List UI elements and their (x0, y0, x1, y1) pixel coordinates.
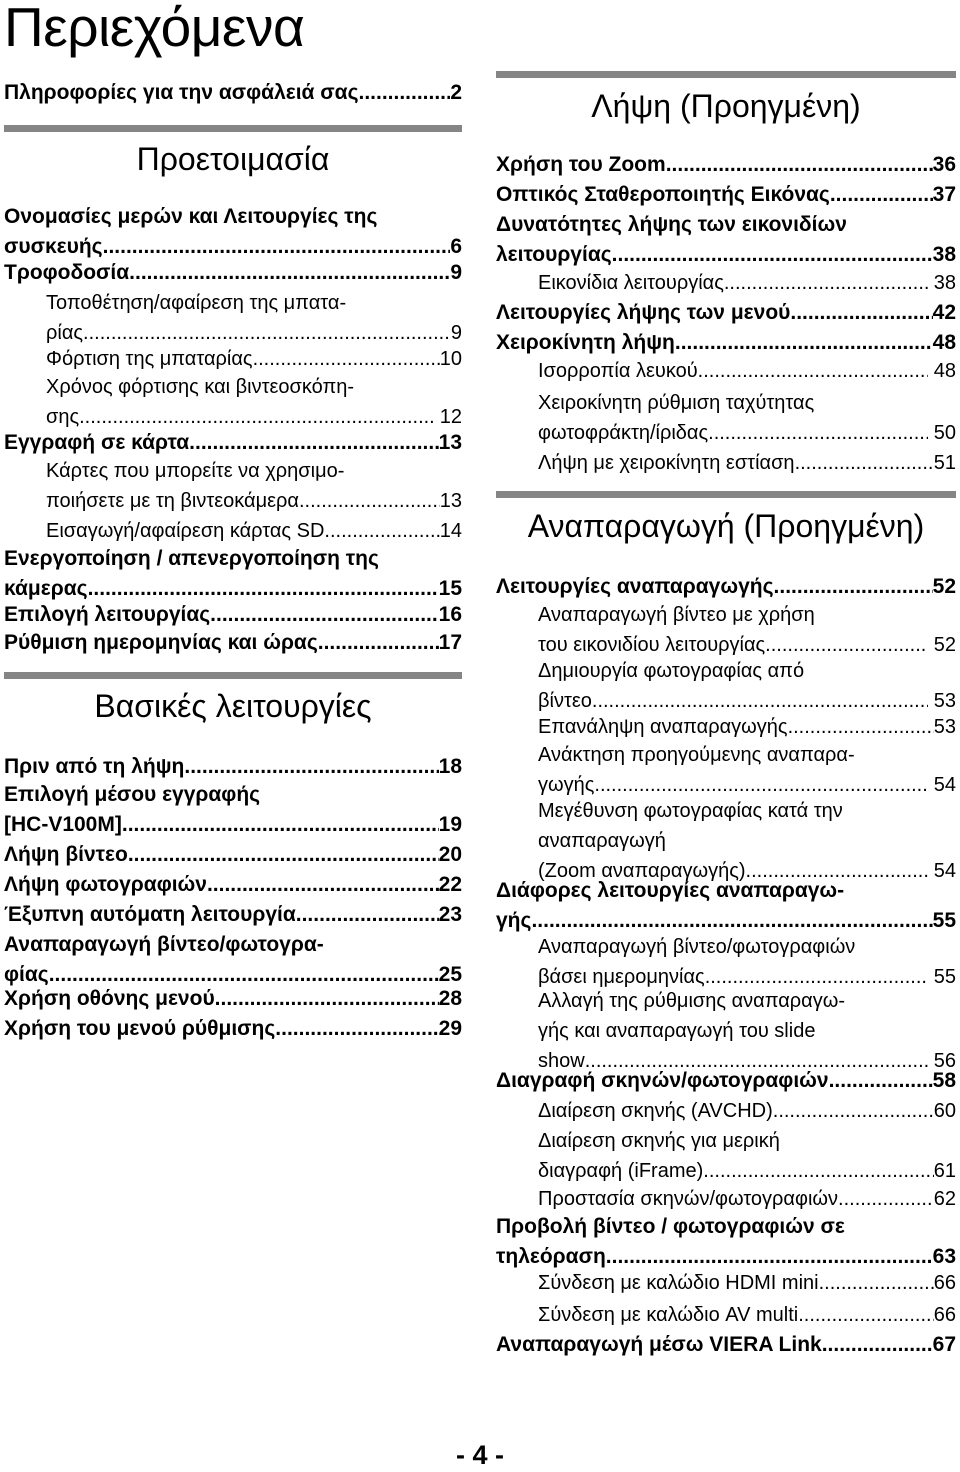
toc-entry-line (496, 1096, 956, 1126)
toc-entry-text: βίντεο (538, 690, 592, 712)
toc-entry-line (4, 600, 462, 630)
toc-page-number[interactable]: 36 (932, 153, 956, 176)
toc-entry-text: Προστασία σκηνών/φωτογραφιών (538, 1188, 839, 1210)
toc-subentry[interactable] (4, 372, 462, 432)
toc-page-number[interactable]: 16 (438, 603, 462, 626)
toc-subentry[interactable] (4, 516, 462, 546)
toc-leader-dots (788, 712, 934, 742)
toc-leader-dots (790, 298, 932, 328)
toc-page-number[interactable]: 13 (439, 490, 462, 512)
toc-subentry[interactable] (496, 932, 956, 992)
toc-entry-line (496, 1156, 956, 1186)
toc-page-number[interactable]: 55 (932, 909, 956, 932)
toc-entry-line (496, 1330, 956, 1360)
toc-entry-text: Εικονίδια λειτουργίας (538, 272, 724, 294)
toc-entry[interactable] (496, 1212, 956, 1272)
toc-entry-line (4, 202, 462, 232)
toc-entry-line (4, 810, 462, 840)
toc-page-number[interactable]: 63 (932, 1245, 956, 1268)
toc-entry-text: τηλεόραση (496, 1245, 606, 1268)
toc-entry-line (496, 826, 956, 856)
toc-entry-line (496, 240, 956, 270)
toc-leader-dots (210, 600, 438, 630)
toc-entry-line (496, 298, 956, 328)
toc-entry-text: του εικονιδίου λειτουργίας (538, 634, 766, 656)
toc-entry-line (4, 516, 462, 546)
toc-page-number[interactable]: 55 (933, 966, 956, 988)
toc-subentry[interactable] (496, 388, 956, 448)
section-heading-recording-advanced: Λήψη (Προηγμένη) (591, 88, 861, 124)
toc-entry-line (496, 268, 956, 298)
toc-leader-dots (703, 1156, 933, 1186)
section-heading-playback-advanced: Αναπαραγωγή (Προηγμένη) (527, 508, 925, 544)
toc-entry-line (496, 656, 956, 686)
toc-entry-line (4, 840, 462, 870)
toc-entry[interactable] (4, 202, 462, 262)
toc-entry-text: συσκευής (4, 235, 103, 258)
toc-entry-text: Εγγραφή σε κάρτα (4, 431, 190, 454)
toc-entry-text: Λήψη βίντεο (4, 843, 128, 866)
toc-entry-line (496, 210, 956, 240)
toc-entry-text: Διαίρεση σκηνής (AVCHD) (538, 1100, 773, 1122)
toc-entry-text: Λήψη με χειροκίνητη εστίαση (538, 452, 795, 474)
toc-entry-text: Χειροκίνητη λήψη (496, 331, 675, 354)
toc-entry-text: Αλλαγή της ρύθμισης αναπαραγω- (538, 990, 845, 1012)
toc-page-number[interactable]: 61 (933, 1160, 956, 1182)
section-rule (496, 491, 956, 498)
toc-entry-line (496, 328, 956, 358)
toc-page-number[interactable]: 52 (933, 634, 956, 656)
toc-entry-line (4, 870, 462, 900)
toc-entry[interactable] (4, 428, 462, 458)
toc-page-number[interactable]: 9 (450, 322, 462, 344)
toc-page-number[interactable]: 10 (439, 348, 462, 370)
toc-entry[interactable] (496, 298, 956, 328)
toc-entry-text: ρίας (46, 322, 84, 344)
toc-leader-dots (838, 1184, 934, 1214)
toc-entry-text: Διαίρεση σκηνής για μερική (538, 1130, 780, 1152)
toc-entry-text: Τροφοδοσία (4, 261, 130, 284)
toc-page-number[interactable]: 25 (438, 963, 462, 986)
toc-page-number[interactable]: 6 (450, 235, 462, 258)
toc-entry-text: Ανάκτηση προηγούμενης αναπαρα- (538, 744, 855, 766)
toc-entry-text: γωγής (538, 774, 595, 796)
toc-entry-text: βάσει ημερομηνίας (538, 966, 705, 988)
toc-entry-text: Ισορροπία λευκού (538, 360, 698, 382)
toc-leader-dots (773, 1096, 934, 1126)
toc-subentry[interactable] (496, 1126, 956, 1186)
toc-entry[interactable] (496, 210, 956, 270)
toc-subentry[interactable] (496, 986, 956, 1076)
toc-leader-dots (829, 1066, 933, 1096)
toc-page-number[interactable]: 2 (450, 81, 462, 104)
toc-entry-text: Σύνδεση με καλώδιο HDMI mini (538, 1272, 819, 1294)
toc-entry-text: Επιλογή μέσου εγγραφής (4, 783, 261, 806)
toc-entry-text: Ονομασίες μερών και Λειτουργίες της (4, 205, 378, 228)
toc-entry[interactable] (496, 328, 956, 358)
toc-leader-dots (253, 344, 440, 374)
toc-entry-line (4, 984, 462, 1014)
toc-entry-text: Εισαγωγή/αφαίρεση κάρτας SD (46, 520, 325, 542)
toc-entry-text: Πληροφορίες για την ασφάλειά σας (4, 81, 359, 104)
toc-entry-text: Ενεργοποίηση / απενεργοποίηση της (4, 547, 379, 570)
toc-entry[interactable] (4, 78, 462, 108)
toc-leader-dots (184, 752, 438, 782)
toc-entry-line (496, 150, 956, 180)
toc-entry[interactable] (4, 840, 462, 870)
toc-page-number[interactable]: 20 (438, 843, 462, 866)
toc-entry-line (4, 428, 462, 458)
toc-entry-line (4, 628, 462, 658)
toc-entry-text: Διάφορες λειτουργίες αναπαραγω- (496, 879, 845, 902)
toc-page-number[interactable]: 13 (438, 431, 462, 454)
toc-entry-line (4, 930, 462, 960)
toc-entry-text: φωτοφράκτη/ίριδας (538, 422, 709, 444)
toc-subentry[interactable] (496, 1096, 956, 1126)
toc-entry-line (496, 796, 956, 826)
toc-entry-text: σης (46, 406, 80, 428)
toc-page-number[interactable]: 22 (438, 873, 462, 896)
toc-leader-dots (798, 1300, 934, 1330)
toc-entry-line (4, 900, 462, 930)
section-rule (4, 125, 462, 132)
toc-leader-dots (830, 180, 933, 210)
toc-entry[interactable] (4, 930, 462, 990)
toc-entry-line (4, 456, 462, 486)
toc-subentry[interactable] (496, 1184, 956, 1214)
toc-entry-text: Φόρτιση της μπαταρίας (46, 348, 253, 370)
toc-page-number[interactable]: 17 (438, 631, 462, 654)
toc-entry[interactable] (4, 600, 462, 630)
toc-subentry[interactable] (496, 356, 956, 386)
toc-entry-text: φίας (4, 963, 49, 986)
toc-entry-text: Αναπαραγωγή βίντεο/φωτογρα- (4, 933, 324, 956)
toc-leader-dots (324, 516, 439, 546)
toc-leader-dots (675, 328, 933, 358)
toc-page-number[interactable]: 51 (933, 452, 956, 474)
toc-leader-dots (822, 1330, 933, 1360)
toc-entry-line (4, 544, 462, 574)
toc-entry[interactable] (4, 752, 462, 782)
toc-page-number[interactable]: 53 (933, 690, 956, 712)
toc-entry[interactable] (4, 628, 462, 658)
toc-entry-line (496, 1212, 956, 1242)
toc-entry-text: Χρόνος φόρτισης και βιντεοσκόπη- (46, 376, 355, 398)
toc-entry-text: Δυνατότητες λήψης των εικονιδίων (496, 213, 847, 236)
toc-entry-line (496, 572, 956, 602)
toc-subentry[interactable] (4, 344, 462, 374)
toc-page-number[interactable]: 53 (933, 716, 956, 738)
toc-page-number[interactable]: 50 (933, 422, 956, 444)
toc-entry-line (4, 344, 462, 374)
toc-subentry[interactable] (496, 712, 956, 742)
toc-entry-text: Χρήση του Zoom (496, 153, 666, 176)
toc-leader-dots (296, 900, 439, 930)
toc-entry-text: show (538, 1050, 585, 1072)
toc-entry-text: Ρύθμιση ημερομηνίας και ώρας (4, 631, 318, 654)
toc-page-number[interactable]: 48 (932, 331, 956, 354)
toc-leader-dots (774, 572, 933, 602)
page-number: - 4 - (455, 1440, 504, 1470)
toc-entry-text: αναπαραγωγή (538, 830, 666, 852)
toc-entry-text: γής (496, 909, 532, 932)
toc-entry-text: Κάρτες που μπορείτε να χρησιμο- (46, 460, 345, 482)
toc-subentry[interactable] (496, 600, 956, 660)
toc-entry-line (496, 986, 956, 1016)
toc-entry[interactable] (4, 870, 462, 900)
toc-entry-line (4, 752, 462, 782)
toc-entry-line (4, 1014, 462, 1044)
toc-entry-line (4, 486, 462, 516)
toc-subentry[interactable] (496, 656, 956, 716)
toc-entry-line (4, 258, 462, 288)
toc-entry-text: διαγραφή (iFrame) (538, 1160, 704, 1182)
toc-page-number[interactable]: 66 (933, 1304, 956, 1326)
toc-entry-text: Έξυπνη αυτόματη λειτουργία (4, 903, 296, 926)
section-heading-basic: Βασικές λειτουργίες (94, 688, 372, 724)
toc-entry-line (496, 388, 956, 418)
toc-entry-line (496, 1184, 956, 1214)
toc-page-number[interactable]: 38 (933, 272, 956, 294)
toc-leader-dots (318, 628, 439, 658)
toc-leader-dots (122, 810, 439, 840)
toc-subentry[interactable] (496, 796, 956, 886)
toc-entry-text: Αναπαραγωγή μέσω VIERA Link (496, 1333, 822, 1356)
toc-page-number[interactable]: 29 (438, 1017, 462, 1040)
toc-entry-text: Χρήση οθόνης μενού (4, 987, 215, 1010)
toc-subentry[interactable] (496, 740, 956, 800)
toc-entry-line (496, 1268, 956, 1298)
toc-entry-text: Λειτουργίες αναπαραγωγής (496, 575, 774, 598)
toc-entry-text: Διαγραφή σκηνών/φωτογραφιών (496, 1069, 829, 1092)
toc-leader-dots (666, 150, 933, 180)
toc-entry-text: Οπτικός Σταθεροποιητής Εικόνας (496, 183, 830, 206)
toc-entry-text: Αναπαραγωγή βίντεο/φωτογραφιών (538, 936, 856, 958)
toc-leader-dots (189, 428, 438, 458)
toc-page-number[interactable]: 52 (932, 575, 956, 598)
toc-entry-line (496, 1066, 956, 1096)
toc-entry-text: (Zoom αναπαραγωγής) (538, 860, 746, 882)
toc-entry-line (496, 180, 956, 210)
toc-entry[interactable] (4, 780, 462, 840)
toc-entry-line (496, 1300, 956, 1330)
toc-page-number[interactable]: 28 (438, 987, 462, 1010)
toc-page-number[interactable]: 15 (438, 577, 462, 600)
toc-entry-text: Επιλογή λειτουργίας (4, 603, 211, 626)
toc-entry-line (496, 876, 956, 906)
toc-page-number[interactable]: 18 (438, 755, 462, 778)
toc-entry[interactable] (4, 544, 462, 604)
toc-entry-line (4, 288, 462, 318)
toc-entry-text: Μεγέθυνση φωτογραφίας κατά την (538, 800, 843, 822)
toc-page-number[interactable]: 38 (932, 243, 956, 266)
toc-entry[interactable] (4, 984, 462, 1014)
toc-entry-text: Λήψη φωτογραφιών (4, 873, 207, 896)
toc-entry-line (496, 356, 956, 386)
toc-entry-text: Αναπαραγωγή βίντεο με χρήση (538, 604, 815, 626)
toc-page-number[interactable]: 42 (932, 301, 956, 324)
toc-entry-text: Προβολή βίντεο / φωτογραφιών σε (496, 1215, 845, 1238)
toc-page-number[interactable]: 67 (932, 1333, 956, 1356)
section-rule (4, 672, 462, 679)
page-title: Περιεχόμενα (4, 0, 305, 58)
toc-subentry[interactable] (4, 288, 462, 348)
toc-leader-dots (275, 1014, 438, 1044)
toc-leader-dots (299, 486, 440, 516)
toc-page-number[interactable]: 37 (932, 183, 956, 206)
toc-leader-dots (612, 240, 933, 270)
toc-entry-line (496, 418, 956, 448)
toc-entry-text: Σύνδεση με καλώδιο AV multi (538, 1304, 799, 1326)
toc-entry-line (4, 372, 462, 402)
toc-entry-line (496, 932, 956, 962)
toc-leader-dots (129, 258, 450, 288)
toc-entry[interactable] (4, 258, 462, 288)
toc-entry-text: Χρήση του μενού ρύθμισης (4, 1017, 276, 1040)
toc-leader-dots (359, 78, 451, 108)
toc-entry-text: Τοποθέτηση/αφαίρεση της μπατα- (46, 292, 347, 314)
toc-entry-line (496, 1126, 956, 1156)
toc-leader-dots (819, 1268, 934, 1298)
toc-entry-text: Δημιουργία φωτογραφίας από (538, 660, 805, 682)
toc-page-number[interactable]: 9 (450, 261, 462, 284)
toc-entry-text: Επανάληψη αναπαραγωγής (538, 716, 788, 738)
toc-page-number[interactable]: 66 (933, 1272, 956, 1294)
toc-page-number[interactable]: 48 (933, 360, 956, 382)
toc-entry[interactable] (496, 572, 956, 602)
toc-entry-line (4, 780, 462, 810)
toc-leader-dots (128, 840, 439, 870)
toc-page-number[interactable]: 23 (438, 903, 462, 926)
toc-leader-dots (215, 984, 439, 1014)
toc-leader-dots (708, 418, 928, 448)
toc-leader-dots (795, 448, 934, 478)
toc-page-number[interactable]: 14 (439, 520, 462, 542)
toc-entry-text: γής και αναπαραγωγή του slide (538, 1020, 816, 1042)
toc-entry[interactable] (496, 1066, 956, 1096)
section-heading-preparation: Προετοιμασία (136, 141, 330, 177)
toc-entry-line (496, 740, 956, 770)
toc-subentry[interactable] (496, 1268, 956, 1298)
toc-entry-text: Πριν από τη λήψη (4, 755, 185, 778)
section-rule (496, 71, 956, 78)
toc-page-number[interactable]: 60 (933, 1100, 956, 1122)
toc-subentry[interactable] (496, 1300, 956, 1330)
toc-entry[interactable] (496, 180, 956, 210)
toc-entry-text: Χειροκίνητη ρύθμιση ταχύτητας (538, 392, 815, 414)
toc-leader-dots (698, 356, 929, 386)
toc-leader-dots (207, 870, 439, 900)
toc-page-number[interactable]: 56 (933, 1050, 956, 1072)
toc-page-number[interactable]: 54 (933, 860, 956, 882)
toc-entry[interactable] (496, 1330, 956, 1360)
toc-entry-line (4, 78, 462, 108)
toc-entry-text: [HC-V100M] (4, 813, 122, 836)
toc-entry-line (496, 1016, 956, 1046)
toc-page-number[interactable]: 58 (932, 1069, 956, 1092)
toc-page-number[interactable]: 54 (933, 774, 956, 796)
toc-entry-text: κάμερας (4, 577, 88, 600)
toc-entry[interactable] (4, 900, 462, 930)
toc-leader-dots (724, 268, 928, 298)
toc-page-number[interactable]: 12 (439, 406, 462, 428)
toc-page-number[interactable]: 19 (438, 813, 462, 836)
toc-entry-text: Λειτουργίες λήψης των μενού (496, 301, 791, 324)
toc-entry-text: ποιήσετε με τη βιντεοκάμερα (46, 490, 299, 512)
toc-entry-line (496, 712, 956, 742)
toc-entry[interactable] (496, 876, 956, 936)
toc-subentry[interactable] (4, 456, 462, 516)
toc-entry[interactable] (4, 1014, 462, 1044)
toc-page-number[interactable]: 62 (933, 1188, 956, 1210)
toc-entry-text: λειτουργίας (496, 243, 612, 266)
toc-subentry[interactable] (496, 268, 956, 298)
toc-entry[interactable] (496, 150, 956, 180)
toc-subentry[interactable] (496, 448, 956, 478)
toc-entry-line (496, 448, 956, 478)
toc-entry-line (496, 600, 956, 630)
